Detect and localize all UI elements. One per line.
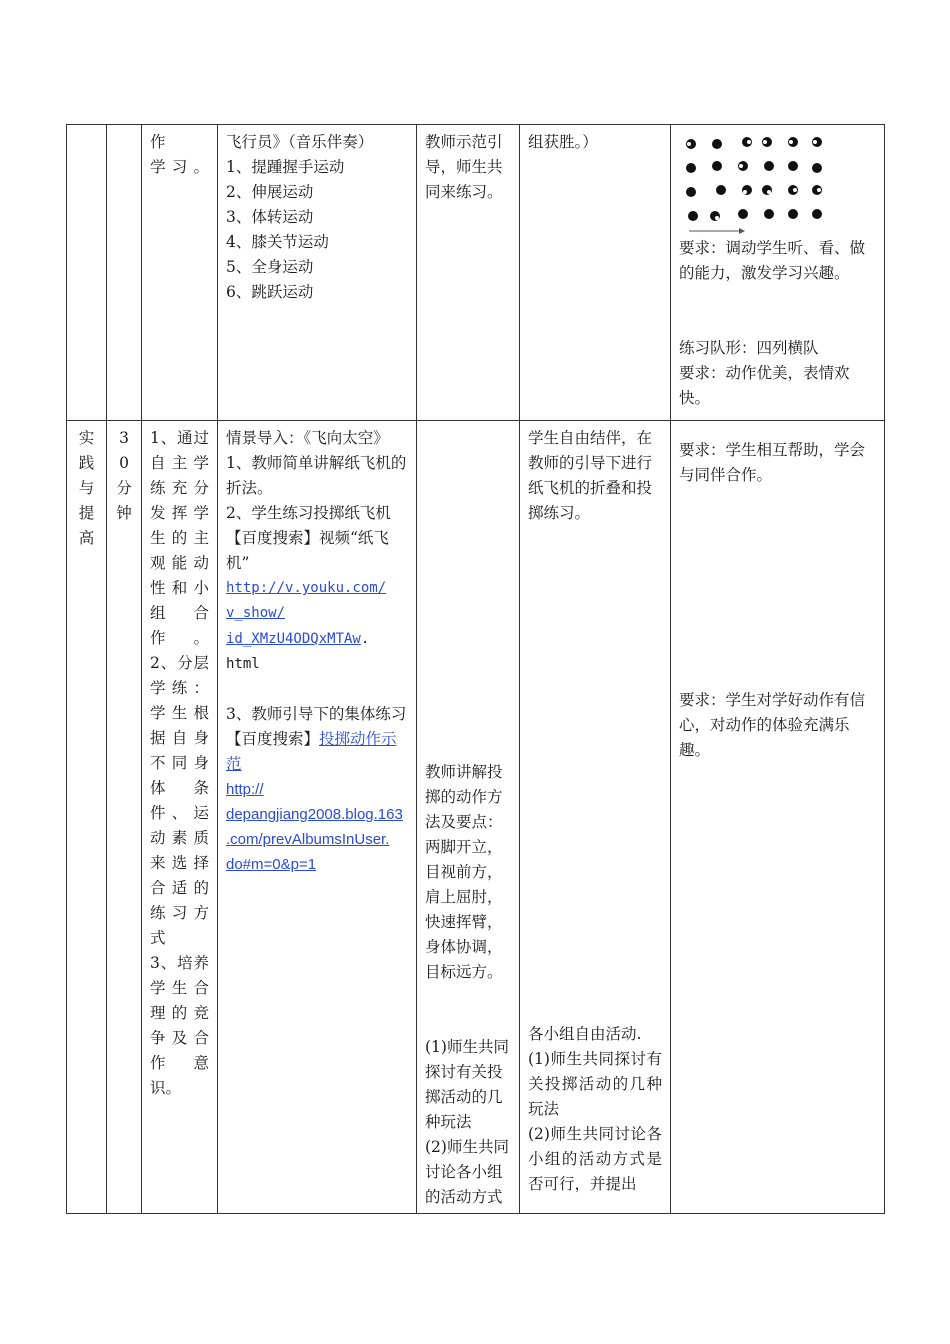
content-cell — [218, 125, 417, 421]
stage-char: 提 — [78, 504, 95, 522]
student-activity-text: 学生自由结伴，在教师的引导下进行纸飞机的折叠和投掷练习。 — [528, 429, 653, 522]
stage-char: 践 — [78, 454, 95, 472]
table-row — [67, 125, 885, 421]
student-activity-cell — [520, 421, 671, 1214]
search-hint: 【百度搜索】视频“纸飞机” — [226, 529, 389, 572]
requirement-text: 要求：学生对学好动作有信心，对动作的体验充满乐趣。 — [679, 691, 866, 759]
formation-row-4 — [688, 209, 822, 221]
teacher-activity-text: (2)师生共同讨论各小组的活动方式 — [425, 1138, 509, 1206]
blog-link[interactable]: .com/prevAlbumsInUser. — [226, 831, 390, 848]
formation-row-1 — [686, 137, 822, 149]
content-line: 情景导入：《飞向太空》 — [226, 429, 389, 447]
requirement-text: 要求：调动学生听、看、做的能力，激发学习兴趣。 — [679, 239, 866, 282]
content-line: 6、跳跃运动 — [226, 283, 314, 301]
goal-text: 3、培养学生合理的竞争及合作意识。 — [150, 954, 209, 1097]
stage-cell-empty — [67, 125, 107, 421]
stage-cell — [67, 421, 107, 1214]
formation-row-3 — [686, 185, 822, 197]
goal-text: 1、通过自主学练充分发挥学生的主观能动性和小组合作。 — [150, 429, 209, 647]
blog-link[interactable]: http:// — [226, 781, 264, 798]
video-link[interactable]: http://v.youku.com/ — [226, 580, 387, 596]
organization-cell — [671, 125, 885, 421]
blog-link[interactable]: do#m=0&p=1 — [226, 856, 317, 873]
stage-char: 实 — [78, 429, 95, 447]
student-activity-text: 组获胜。） — [528, 133, 598, 151]
teacher-activity-text: 教师示范引导，师生共同来练习。 — [425, 133, 503, 201]
goal-text: 2、分层学练：学生根据自身不同身体条件、运动素质来选择合适的练习方式 — [150, 654, 209, 947]
student-activity-text: (2)师生共同讨论各小组的活动方式是否可行，并提出 — [528, 1125, 662, 1193]
time-cell — [107, 421, 142, 1214]
content-line: 5、全身运动 — [226, 258, 314, 276]
requirement-text: 要求：学生相互帮助，学会与同伴合作。 — [679, 441, 866, 484]
content-line: 1、提踵握手运动 — [226, 158, 345, 176]
demo-link[interactable]: 投掷动作示范 — [226, 730, 397, 773]
content-line: 3、体转运动 — [226, 208, 314, 226]
content-line: 2、伸展运动 — [226, 183, 314, 201]
content-line: 1、教师简单讲解纸飞机的折法。 — [226, 454, 407, 497]
content-line: 4、膝关节运动 — [226, 233, 329, 251]
formation-row-2 — [686, 161, 822, 173]
student-activity-text: (1)师生共同探讨有关投掷活动的几种玩法 — [528, 1050, 662, 1118]
link-punct: . — [360, 631, 370, 647]
time-char: 分 — [116, 479, 132, 497]
teacher-activity-cell — [417, 421, 520, 1214]
content-line: 2、学生练习投掷纸飞机 — [226, 504, 391, 522]
stage-char: 高 — [78, 529, 95, 547]
lesson-plan-table — [66, 124, 885, 1214]
goal-cell — [142, 125, 218, 421]
goal-text: 作 学习。 — [150, 133, 209, 176]
formation-label: 练习队形：四列横队 — [679, 339, 819, 357]
video-link[interactable]: v_show/ — [226, 605, 286, 621]
stage-char: 与 — [78, 479, 95, 497]
teacher-activity-cell — [417, 125, 520, 421]
teacher-activity-text: 教师讲解投掷的动作方法及要点：两脚开立，目视前方，肩上屈肘，快速挥臂，身体协调，目标远方。 — [425, 763, 503, 981]
student-activity-cell — [520, 125, 671, 421]
time-char: 30 — [119, 429, 129, 472]
time-char: 钟 — [116, 504, 132, 522]
teacher-activity-text: (1)师生共同探讨有关投掷活动的几种玩法 — [425, 1038, 509, 1131]
goal-cell — [142, 421, 218, 1214]
content-line: 3、教师引导下的集体练习 — [226, 705, 407, 723]
organization-cell — [671, 421, 885, 1214]
requirement-text: 要求：动作优美，表情欢快。 — [679, 364, 850, 407]
content-line: 飞行员》（音乐伴奏） — [226, 133, 374, 151]
formation-diagram — [679, 132, 829, 236]
blog-link[interactable]: depangjiang2008.blog.163 — [226, 806, 403, 823]
search-hint: 【百度搜索】 — [226, 730, 320, 748]
link-suffix: html — [226, 656, 260, 672]
video-link[interactable]: id_XMzU4ODQxMTAw — [226, 631, 361, 647]
content-cell — [218, 421, 417, 1214]
table-row — [67, 421, 885, 1214]
student-activity-text: 各小组自由活动. — [528, 1025, 642, 1043]
time-cell-empty — [107, 125, 142, 421]
